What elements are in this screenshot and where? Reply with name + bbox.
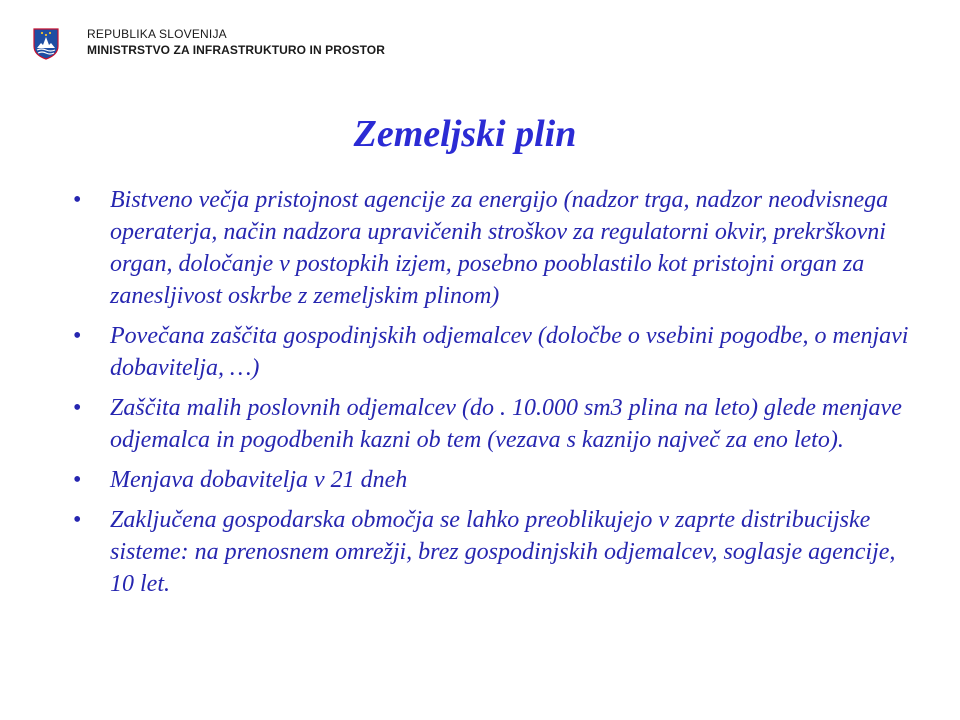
bullet-text: Zaključena gospodarska območja se lahko preoblikujejo v zaprte distribucijske sisteme: na prenosnem omrežji, brez gospodinjskih odjemalcev, soglasje agencije, 10 let. [110,507,896,597]
bullet-text: Zaščita malih poslovnih odjemalcev (do . 10.000 sm3 plina na leto) glede menjave odjemalca in pogodbenih kazni ob tem (vezava s kaznijo največ za eno leto). [110,395,902,453]
bullet-item [70,504,920,600]
ministry-title: MINISTRSTVO ZA INFRASTRUKTURO IN PROSTOR [87,43,385,57]
bullet-text: Menjava dobavitelja v 21 dneh [110,467,408,493]
bullet-text: Bistveno večja pristojnost agencije za energijo (nadzor trga, nadzor neodvisnega operaterja, način nadzora upravičenih stroškov za regulatorni okvir, prekrškovni organ, določanje v postopkih izjem, posebno pooblastilo kot pristojni organ za zanesljivost oskrbe z zemeljskim plinom) [110,187,889,309]
slide-title: Zemeljski plin [353,113,577,155]
bullet-icon: • [73,395,82,421]
bullet-icon: • [73,187,82,213]
bullet-icon: • [73,323,82,349]
bullet-item [70,392,920,456]
slovenia-coat-of-arms-icon [33,28,59,60]
bullet-list [70,184,920,604]
bullet-text: Povečana zaščita gospodinjskih odjemalcev (določbe o vsebini pogodbe, o menjavi dobavitelja, …) [110,323,909,381]
country-name: REPUBLIKA SLOVENIJA [87,27,227,41]
bullet-icon: • [73,507,82,533]
bullet-item [70,184,920,312]
bullet-item [70,320,920,384]
ministry-header [33,26,385,60]
bullet-icon: • [73,467,82,493]
bullet-item [70,464,920,496]
ministry-name [87,26,385,58]
